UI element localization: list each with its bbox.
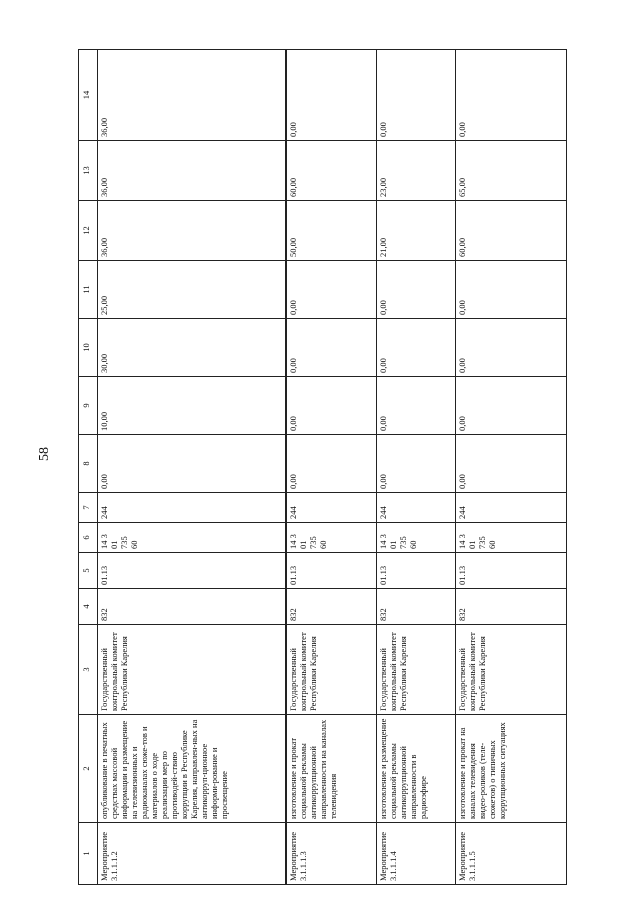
value-cell: 36,00 xyxy=(98,141,287,201)
expense-type-cell: 244 xyxy=(286,493,377,523)
value-cell: 0,00 xyxy=(377,261,456,319)
value-cell: 0,00 xyxy=(456,319,567,377)
value-cell: 36,00 xyxy=(98,50,287,141)
table-row xyxy=(286,50,377,885)
code-cell: 832 xyxy=(98,589,287,625)
expense-type-cell: 244 xyxy=(456,493,567,523)
responsible-agency: Государственный контрольный комитет Республики Карелия xyxy=(456,625,567,715)
value-cell: 65,00 xyxy=(456,141,567,201)
col-header-1: 1 xyxy=(79,823,98,885)
value-cell: 0,00 xyxy=(286,435,377,493)
section-cell: 01.13 xyxy=(456,553,567,589)
col-header-13: 13 xyxy=(79,141,98,201)
col-header-10: 10 xyxy=(79,319,98,377)
value-cell: 0,00 xyxy=(377,435,456,493)
target-cell: 14 3 01 735 60 xyxy=(98,523,287,553)
value-cell: 50,00 xyxy=(286,201,377,261)
measure-description: изготовление и прокат на каналах телевидения видео-роликов (теле-сюжетов) о типичных коррупционных ситуациях xyxy=(456,715,567,823)
code-cell: 832 xyxy=(377,589,456,625)
measure-description: изготовление и прокат социальной рекламы антикоррупционной направленности на каналах телевидения xyxy=(286,715,377,823)
col-header-4: 4 xyxy=(79,589,98,625)
value-cell: 0,00 xyxy=(377,50,456,141)
value-cell: 0,00 xyxy=(286,50,377,141)
value-cell: 0,00 xyxy=(286,261,377,319)
budget-table xyxy=(78,49,567,885)
col-header-8: 8 xyxy=(79,435,98,493)
value-cell: 60,00 xyxy=(456,201,567,261)
code-cell: 832 xyxy=(286,589,377,625)
value-cell: 23,00 xyxy=(377,141,456,201)
value-cell: 0,00 xyxy=(286,319,377,377)
col-header-14: 14 xyxy=(79,50,98,141)
section-cell: 01.13 xyxy=(286,553,377,589)
col-header-7: 7 xyxy=(79,493,98,523)
value-cell: 21,00 xyxy=(377,201,456,261)
value-cell: 0,00 xyxy=(377,377,456,435)
value-cell: 36,00 xyxy=(98,201,287,261)
value-cell: 60,00 xyxy=(286,141,377,201)
header-row xyxy=(79,50,98,885)
value-cell: 0,00 xyxy=(456,377,567,435)
responsible-agency: Государственный контрольный комитет Республики Карелия xyxy=(377,625,456,715)
value-cell: 0,00 xyxy=(456,261,567,319)
table-row xyxy=(98,50,287,885)
value-cell: 10,00 xyxy=(98,377,287,435)
rotated-table-container xyxy=(78,50,624,885)
measure-id: Мероприятие 3.1.1.1.4 xyxy=(377,823,456,885)
col-header-5: 5 xyxy=(79,553,98,589)
expense-type-cell: 244 xyxy=(98,493,287,523)
measure-description: опубликование в печатных средствах массовой информации и размещение на телевизионных и радиоканалах сюже-тов и материалов о ходе реализации мер по противодей-ствию коррупции в Республике Карелия, направлен-ных на антикорруп-ционное информи-рование и просвещение xyxy=(98,715,287,823)
value-cell: 0,00 xyxy=(286,377,377,435)
col-header-9: 9 xyxy=(79,377,98,435)
value-cell: 0,00 xyxy=(377,319,456,377)
target-cell: 14 3 01 735 60 xyxy=(456,523,567,553)
measure-id: Мероприятие 3.1.1.1.2 xyxy=(98,823,287,885)
page-number: 58 xyxy=(37,447,52,461)
table-row xyxy=(377,50,456,885)
col-header-12: 12 xyxy=(79,201,98,261)
code-cell: 832 xyxy=(456,589,567,625)
col-header-6: 6 xyxy=(79,523,98,553)
value-cell: 0,00 xyxy=(98,435,287,493)
section-cell: 01.13 xyxy=(377,553,456,589)
value-cell: 30,00 xyxy=(98,319,287,377)
value-cell: 0,00 xyxy=(456,435,567,493)
measure-description: изготовление и размещение социальной рекламы антикоррупционной направленности в радиоэфире xyxy=(377,715,456,823)
target-cell: 14 3 01 735 60 xyxy=(286,523,377,553)
col-header-3: 3 xyxy=(79,625,98,715)
section-cell: 01.13 xyxy=(98,553,287,589)
responsible-agency: Государственный контрольный комитет Республики Карелия xyxy=(98,625,287,715)
measure-id: Мероприятие 3.1.1.1.3 xyxy=(286,823,377,885)
col-header-11: 11 xyxy=(79,261,98,319)
value-cell: 0,00 xyxy=(456,50,567,141)
table-row xyxy=(456,50,567,885)
responsible-agency: Государственный контрольный комитет Республики Карелия xyxy=(286,625,377,715)
expense-type-cell: 244 xyxy=(377,493,456,523)
col-header-2: 2 xyxy=(79,715,98,823)
target-cell: 14 3 01 735 60 xyxy=(377,523,456,553)
measure-id: Мероприятие 3.1.1.1.5 xyxy=(456,823,567,885)
value-cell: 25,00 xyxy=(98,261,287,319)
